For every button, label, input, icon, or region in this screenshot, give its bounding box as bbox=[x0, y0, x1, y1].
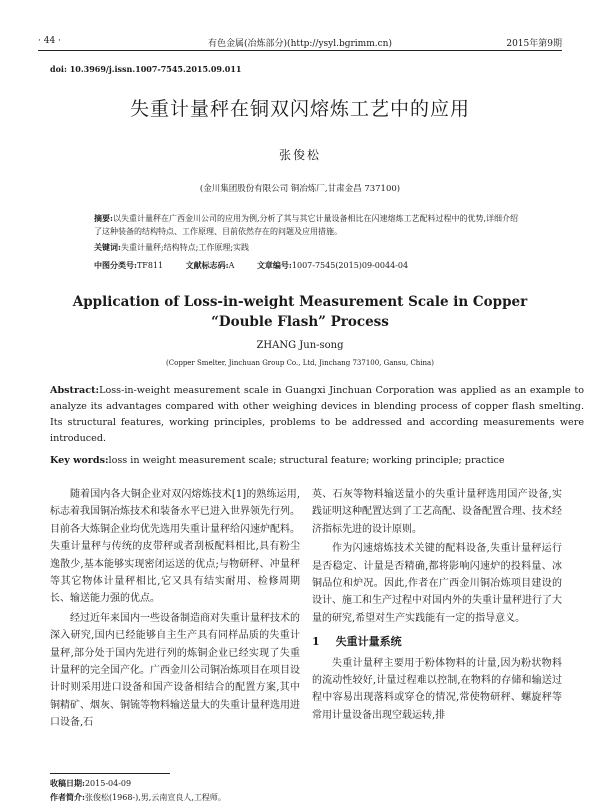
body-paragraph: 经过近年来国内一些设备制造商对失重计量秤技术的深入研究,国内已经能够自主生产具有同样品质的失重计量秤,部分处于国内先进行列的炼铜企业已经实现了失重计量秤的完全国产化。广西金川公司铜冶炼项目在项目设计时则采用进口设备和国产设备相结合的配置方案,其中铜精矿、烟灰、铜锍等物料输送量大的失重计量秤选用进口设备,石 bbox=[50, 612, 300, 729]
chinese-affiliation: (金川集团股份有限公司 铜冶炼厂,甘肃金昌 737100) bbox=[199, 184, 401, 194]
body-column-left bbox=[50, 486, 300, 732]
english-abstract bbox=[50, 383, 584, 447]
english-keywords-label: Key words: bbox=[50, 455, 109, 466]
english-title bbox=[0, 292, 600, 332]
chinese-keywords bbox=[94, 242, 526, 253]
body-paragraph: 失重计量秤主要用于粉体物料的计量,因为粉状物料的流动性较好,计量过程难以控制,在物料的存储和输送过程中容易出现落料或穿仓的情况,常使物研秤、螺旋秤等常用计量设备出现空载运转,排 bbox=[312, 657, 562, 721]
body-paragraph: 英、石灰等物料输送量小的失重计量秤选用国产设备,实践证明这种配置达到了工艺高配、设备配置合理、技术经济指标先进的设计原则。 bbox=[312, 489, 562, 535]
body-column-right bbox=[312, 486, 562, 724]
chinese-abstract bbox=[94, 212, 526, 238]
issue-label: 2015年第9期 bbox=[506, 39, 562, 49]
section-number: 1 bbox=[312, 635, 320, 649]
body-paragraph: 随着国内各大铜企业对双闪熔炼技术[1]的熟练运用,标志着我国铜冶炼技术和装备水平已进入世界领先行列。目前各大炼铜企业均优先选用失重计量秤给闪速炉配料。失重计量秤与传统的皮带秤或者刮板配料相比,具有粉尘逸散少,基本能够实现密闭运送的优点;与物研秤、冲量秤等其它物体计量秤相比,它又具有结实耐用、检修周期长、输送能力强的优点。 bbox=[50, 489, 300, 605]
classification-line bbox=[94, 260, 526, 271]
chinese-abstract-text: 以失重计量秤在广西金川公司的应用为例,分析了其与其它计量设备相比在闪速熔炼工艺配料过程中的优势,详细介绍了这种装备的结构特点、工作原理、目前依然存在的问题及应用措施。 bbox=[94, 214, 519, 236]
page-number: · 44 · bbox=[38, 36, 61, 46]
author-bio-text: 张俊松(1968-),男,云南宣良人,工程师。 bbox=[84, 793, 226, 802]
doc-code-value: A bbox=[228, 261, 235, 270]
chinese-abstract-label: 摘要: bbox=[94, 213, 113, 223]
article-no-label: 文章编号: bbox=[256, 260, 292, 270]
english-author: ZHANG Jun-song bbox=[256, 340, 344, 351]
footnote-rule bbox=[50, 773, 170, 774]
clc-label: 中图分类号: bbox=[94, 260, 137, 270]
english-title-line1: Application of Loss-in-weight Measurement Scale in Copper bbox=[72, 294, 528, 310]
journal-name: 有色金属(冶炼部分)(http://ysyl.bgrimm.cn) bbox=[208, 39, 392, 49]
received-value: 2015-04-09 bbox=[84, 779, 132, 788]
english-affiliation: (Copper Smelter, Jinchuan Group Co., Ltd, Jinchang 737100, Gansu, China) bbox=[166, 359, 434, 367]
running-header bbox=[38, 36, 562, 50]
chinese-author: 张俊松 bbox=[278, 148, 321, 162]
doc-code-label: 文献标志码: bbox=[185, 260, 229, 270]
author-bio bbox=[50, 792, 226, 803]
received-label: 收稿日期: bbox=[50, 778, 85, 788]
english-abstract-label: Abstract: bbox=[50, 385, 100, 396]
chinese-keywords-label: 关键词: bbox=[94, 242, 121, 252]
doi: doi: 10.3969/j.issn.1007-7545.2015.09.011 bbox=[50, 64, 242, 74]
english-keywords bbox=[50, 455, 584, 466]
section-title: 失重计量系统 bbox=[335, 635, 402, 649]
chinese-title: 失重计量秤在铜双闪熔炼工艺中的应用 bbox=[129, 98, 470, 120]
english-abstract-text: Loss-in-weight measurement scale in Guangxi Jinchuan Corporation was applied as an example to analyze its advantages compared with other weighing devices in blending process of copper flash smelting. Its structural features, working principles, problems to be addressed and according measurements were introduced. bbox=[50, 385, 584, 444]
author-bio-label: 作者简介: bbox=[50, 792, 85, 802]
clc-value: TF811 bbox=[136, 261, 164, 270]
header-rule bbox=[38, 50, 562, 51]
section-heading bbox=[312, 633, 562, 650]
english-keywords-text: loss in weight measurement scale; structural feature; working principle; practice bbox=[108, 455, 505, 466]
article-no-value: 1007-7545(2015)09-0044-04 bbox=[291, 261, 409, 270]
body-paragraph: 作为闪速熔炼技术关键的配料设备,失重计量秤运行是否稳定、计量是否精确,都将影响闪速炉的投料量、冰铜品位和炉况。因此,作者在广西金川铜冶炼项目建设的设计、施工和生产过程中对国内外的失重计量秤进行了大量的研究,希望对生产实践能有一定的指导意义。 bbox=[312, 543, 562, 624]
chinese-keywords-text: 失重计量秤;结构特点;工作原理;实践 bbox=[120, 243, 250, 252]
received-date bbox=[50, 778, 131, 789]
english-title-line2: “Double Flash” Process bbox=[211, 314, 389, 330]
